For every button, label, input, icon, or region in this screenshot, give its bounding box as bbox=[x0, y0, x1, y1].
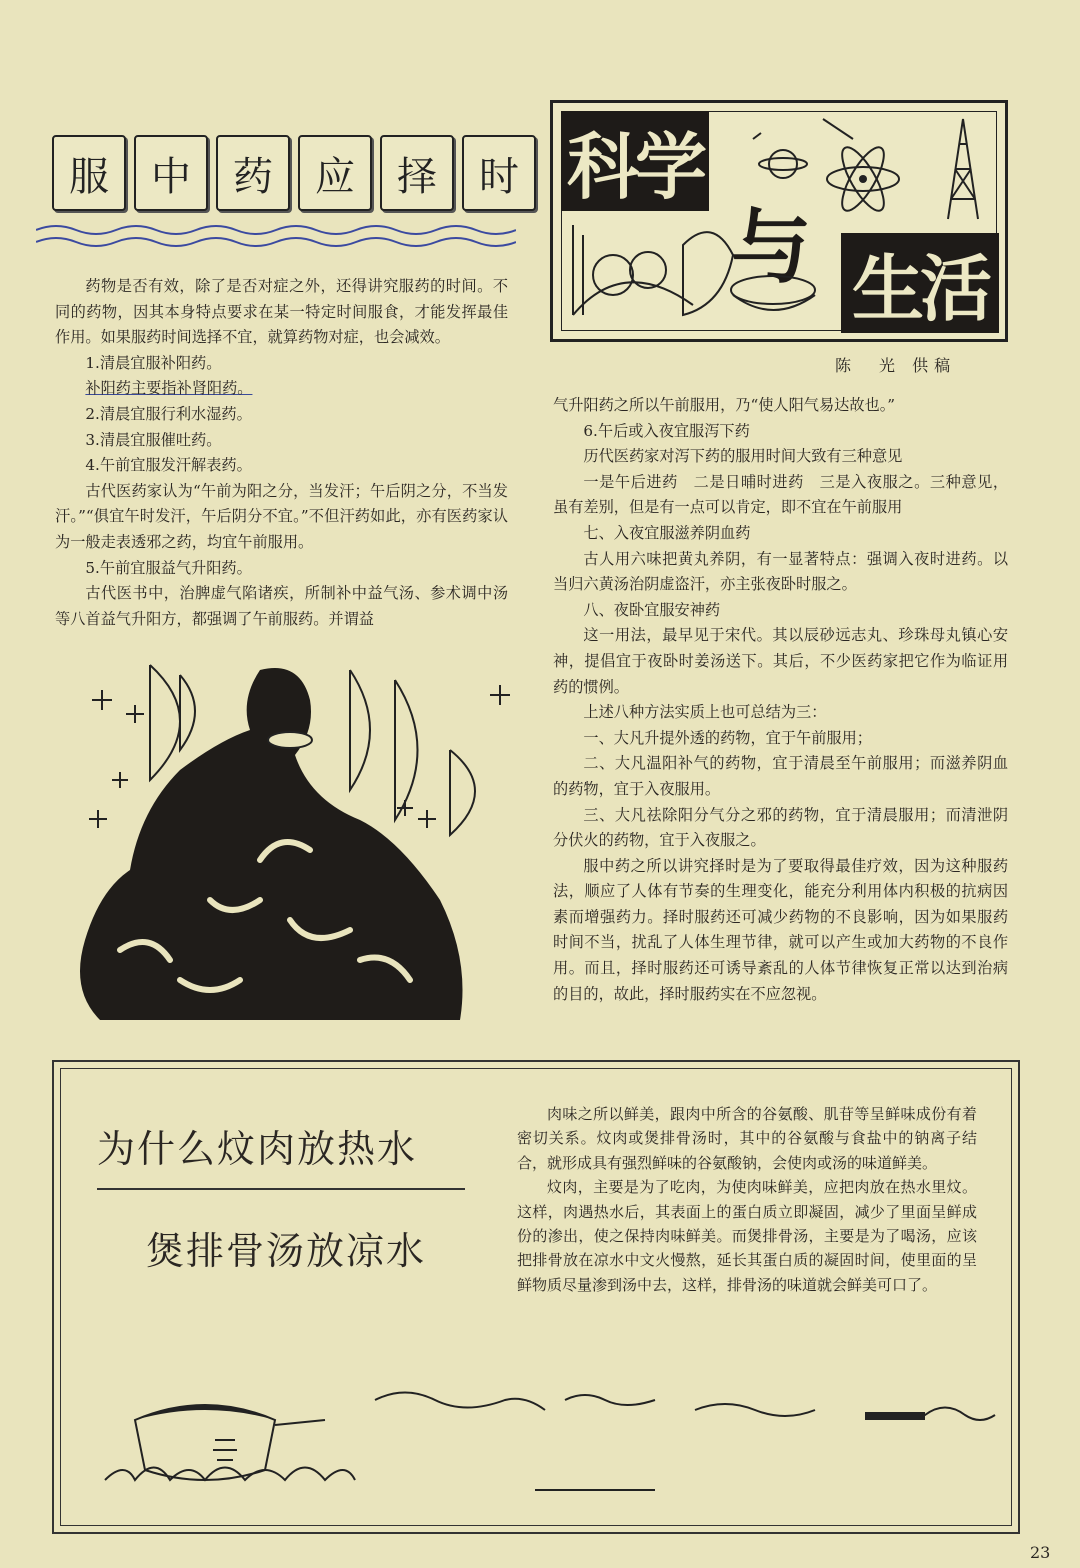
title-char: 服 bbox=[52, 135, 126, 211]
paragraph: 二、大凡温阳补气的药物，宜于清晨至午前服用；而滋养阴血的药物，宜于入夜服用。 bbox=[553, 754, 1008, 798]
paragraph: 八、夜卧宜服安神药 bbox=[583, 600, 721, 619]
cooking-pot-illustration bbox=[95, 1380, 1005, 1510]
paragraph: 5.午前宜服益气升阳药。 bbox=[85, 558, 252, 577]
left-column bbox=[55, 274, 508, 632]
article2-title-line1: 为什么炆肉放热水 bbox=[97, 1127, 418, 1171]
paragraph: 炆肉，主要是为了吃肉，为使肉味鲜美，应把肉放在热水里炆。这样，肉遇热水后，其表面上的蛋白质立即凝固，减少了里面呈鲜成份的渗出，使之保持肉味鲜美。而煲排骨汤，主要是为了喝汤，应该把排骨放在凉水中文火慢熬，延长其蛋白质的凝固时间，使里面的呈鲜物质尽量渗到汤中去，这样，排骨汤的味道就会鲜美可口了。 bbox=[517, 1178, 977, 1294]
banner-kexue: 科学 bbox=[561, 111, 709, 211]
paragraph: 古代医书中，治脾虚气陷诸疾，所制补中益气汤、参术调中汤等八首益气升阳方，都强调了午前服药。并谓益 bbox=[55, 584, 508, 628]
atom-tower-decoration bbox=[723, 109, 993, 229]
title-char: 择 bbox=[380, 135, 454, 211]
paragraph: 肉味之所以鲜美，跟肉中所含的谷氨酸、肌苷等呈鲜味成份有着密切关系。炆肉或煲排骨汤时，其中的谷氨酸与食盐中的钠离子结合，就形成具有强烈鲜味的谷氨酸钠，会使肉或汤的味道鲜美。 bbox=[517, 1105, 977, 1172]
title-char: 时 bbox=[462, 135, 536, 211]
article2-body bbox=[517, 1102, 977, 1297]
title-char: 中 bbox=[134, 135, 208, 211]
vegetables-decoration bbox=[563, 215, 823, 327]
paragraph: 2.清晨宜服行利水湿药。 bbox=[85, 404, 252, 423]
title-char: 药 bbox=[216, 135, 290, 211]
paragraph: 古人用六味把黄丸养阴，有一显著特点：强调入夜时进药。以当归六黄汤治阴虚盗汗，亦主张夜卧时服之。 bbox=[553, 549, 1008, 594]
page-number: 23 bbox=[1030, 1543, 1051, 1562]
paragraph: 上述八种方法实质上也可总结为三： bbox=[583, 703, 827, 722]
paragraph: 1.清晨宜服补阳药。 bbox=[85, 353, 222, 372]
paragraph: 历代医药家对泻下药的服用时间大致有三种意见 bbox=[583, 447, 903, 466]
author-credit: 陈 光 供稿 bbox=[835, 356, 957, 375]
article-title bbox=[52, 135, 536, 211]
paragraph: 一是午后进药 二是日晡时进药 三是入夜服之。三种意见，虽有差别，但是有一点可以肯定，即不宜在午前服用 bbox=[553, 472, 1008, 517]
paragraph: 气升阳药之所以午前服用，乃“使人阳气易达故也。” bbox=[553, 396, 896, 414]
right-column bbox=[553, 393, 1008, 1007]
title-char: 应 bbox=[298, 135, 372, 211]
paragraph: 一、大凡升提外透的药物，宜于午前服用； bbox=[583, 728, 872, 747]
title-divider bbox=[97, 1188, 465, 1190]
banner-shenghuo: 生活 bbox=[841, 233, 999, 333]
paragraph: 6.午后或入夜宜服泻下药 bbox=[583, 421, 750, 440]
article2-title-line2: 煲排骨汤放凉水 bbox=[146, 1229, 427, 1273]
banner-yu: 与 bbox=[731, 200, 811, 294]
science-and-life-banner bbox=[550, 100, 1008, 342]
paragraph: 古代医药家认为“午前为阳之分，当发汗；午后阴之分，不当发汗。”“俱宜午时发汗，午后阴分不宜。”不但汗药如此，亦有医药家认为一般走表透邪之药，均宜午前服用。 bbox=[55, 481, 508, 551]
woman-drinking-medicine-illustration bbox=[60, 660, 520, 1040]
wavy-underline bbox=[36, 220, 516, 250]
paragraph: 补阳药主要指补肾阳药。 bbox=[85, 379, 253, 398]
paragraph: 七、入夜宜服滋养阴血药 bbox=[583, 523, 751, 542]
paragraph: 这一用法，最早见于宋代。其以辰砂远志丸、珍珠母丸镇心安神，提倡宜于夜卧时姜汤送下。其后，不少医药家把它作为临证用药的惯例。 bbox=[553, 626, 1008, 696]
paragraph: 4.午前宜服发汗解表药。 bbox=[85, 456, 252, 475]
paragraph: 三、大凡祛除阳分气分之邪的药物，宜于清晨服用；而清泄阴分伏火的药物，宜于入夜服之。 bbox=[553, 805, 1008, 850]
paragraph: 服中药之所以讲究择时是为了要取得最佳疗效，因为这种服药法，顺应了人体有节奏的生理变化，能充分利用体内积极的抗病因素而增强药力。择时服药还可减少药物的不良影响，因为如果服药时间不当，扰乱了人体生理节律，就可以产生或加大药物的不良作用。而且，择时服药还可诱导紊乱的人体节律恢复正常以达到治病的目的，故此，择时服药实在不应忽视。 bbox=[553, 856, 1008, 1003]
paragraph: 药物是否有效，除了是否对症之外，还得讲究服药的时间。不同的药物，因其本身特点要求在某一特定时间服食，才能发挥最佳作用。如果服药时间选择不宜，就算药物对症，也会减效。 bbox=[55, 277, 508, 347]
paragraph: 3.清晨宜服催吐药。 bbox=[85, 430, 222, 449]
